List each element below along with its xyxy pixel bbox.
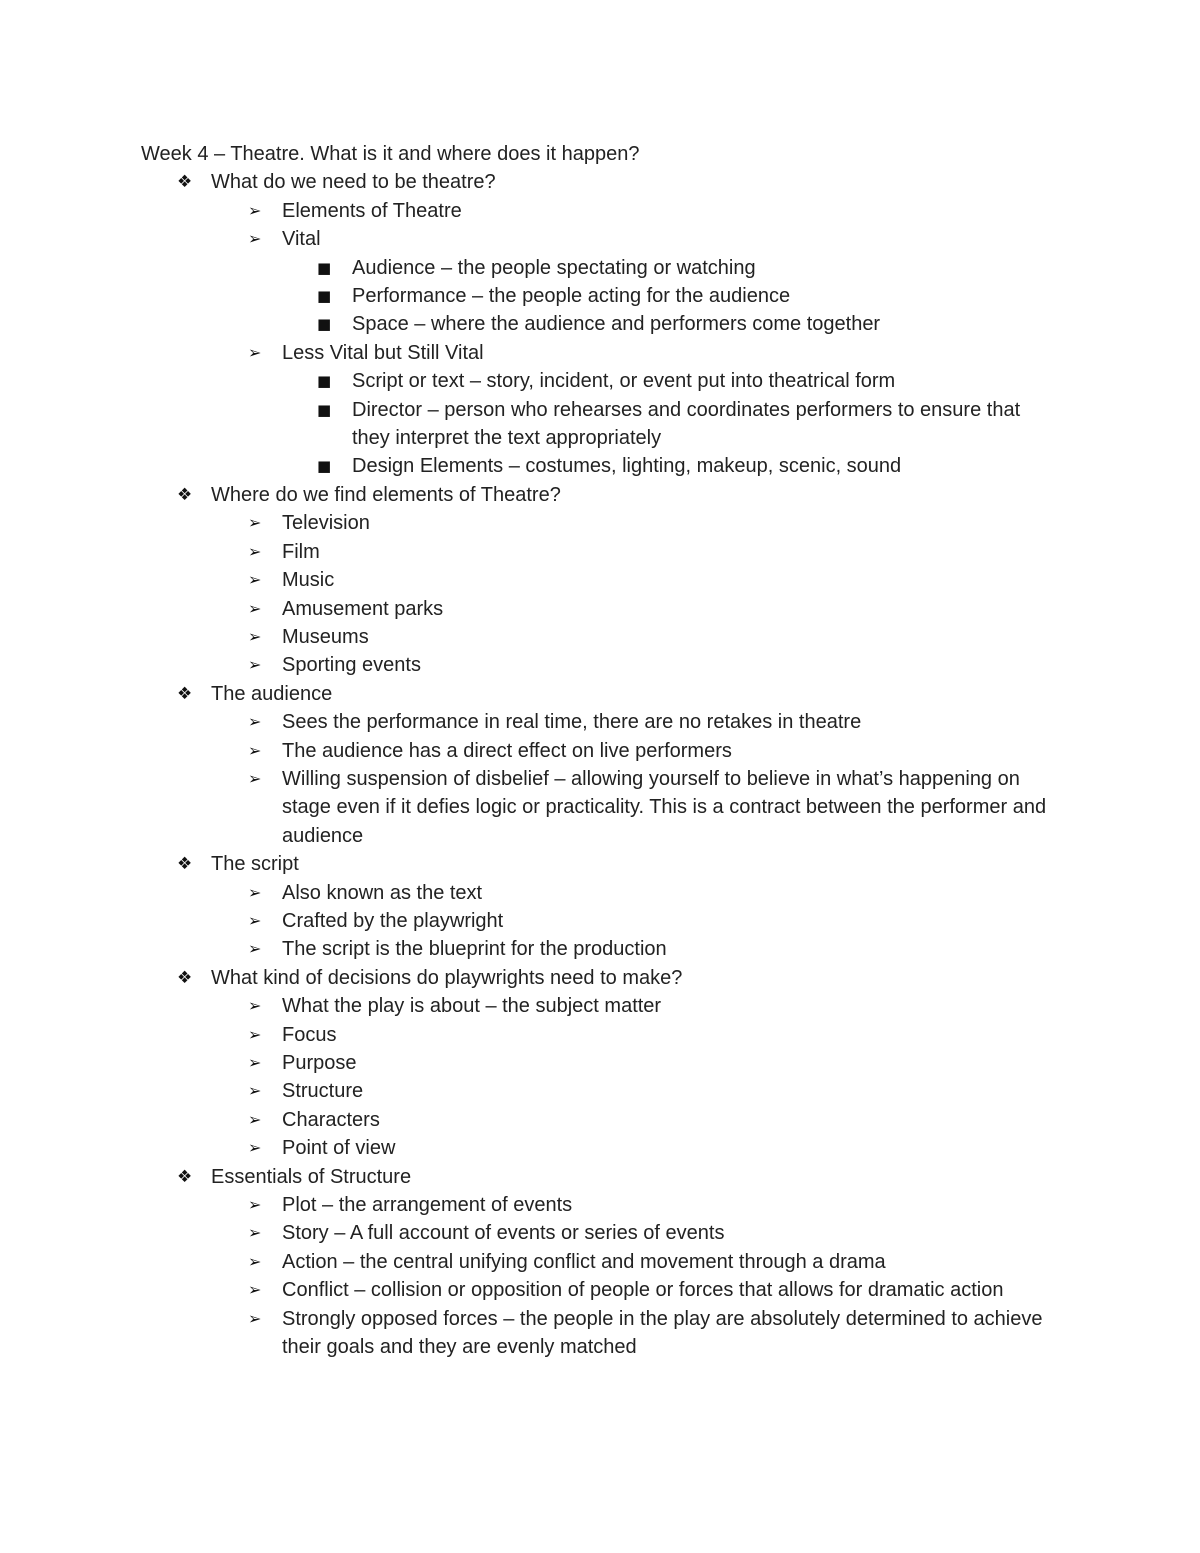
list-item-text: Point of view <box>282 1137 396 1160</box>
arrow-bullet-icon: ➢ <box>248 882 262 902</box>
list-item-text: Conflict – collision or opposition of people or forces that allows for dramatic action <box>282 1279 1004 1302</box>
list-item-text: What do we need to be theatre? <box>211 171 496 194</box>
list-item-level-1 <box>141 964 1061 992</box>
list-item-text: Audience – the people spectating or watching <box>352 256 756 279</box>
diamond-bullet-icon: ❖ <box>177 172 193 193</box>
arrow-bullet-icon: ➢ <box>248 229 262 249</box>
list-item-text: Strongly opposed forces – the people in the play are absolutely determined to achieve their goals and they are evenly matched <box>282 1307 1043 1359</box>
arrow-bullet-icon: ➢ <box>248 1223 262 1243</box>
list-item-text: The audience <box>211 682 333 705</box>
sublist <box>141 509 1061 537</box>
list-item-text: Structure <box>282 1080 364 1103</box>
list-item-level-2 <box>141 595 1061 623</box>
list-item-level-2 <box>141 879 1061 907</box>
sublist <box>141 1276 1061 1304</box>
arrow-bullet-icon: ➢ <box>248 1081 262 1101</box>
list-item-level-1 <box>141 481 1061 509</box>
diamond-bullet-icon: ❖ <box>177 683 193 704</box>
sublist <box>141 651 1061 679</box>
arrow-bullet-icon: ➢ <box>248 996 262 1016</box>
list-item-level-3 <box>141 310 1061 338</box>
arrow-bullet-icon: ➢ <box>248 910 262 930</box>
list-item-level-3 <box>141 254 1061 282</box>
sublist <box>141 708 1061 736</box>
list-item-level-1 <box>141 168 1061 196</box>
arrow-bullet-icon: ➢ <box>248 1024 262 1044</box>
list-item-level-2 <box>141 1021 1061 1049</box>
arrow-bullet-icon: ➢ <box>248 513 262 533</box>
list-item-text: Action – the central unifying conflict and movement through a drama <box>282 1250 886 1273</box>
sublist <box>141 765 1061 850</box>
sublist <box>141 1219 1061 1247</box>
diamond-bullet-icon: ❖ <box>177 967 193 988</box>
sublist <box>141 1049 1061 1077</box>
list-item-text: Sees the performance in real time, there are no retakes in theatre <box>282 711 862 734</box>
square-bullet-icon: ■ <box>317 315 332 334</box>
list-item-level-2 <box>141 992 1061 1020</box>
arrow-bullet-icon: ➢ <box>248 768 262 788</box>
list-item-text: Elements of Theatre <box>282 199 462 222</box>
list-item-text: Purpose <box>282 1052 357 1074</box>
list-item-level-2 <box>141 1134 1061 1162</box>
list-item-text: Performance – the people acting for the audience <box>352 285 791 308</box>
sublist <box>141 452 1061 480</box>
sublist <box>141 310 1061 338</box>
list-item-text: Where do we find elements of Theatre? <box>211 483 561 506</box>
list-item-text: Space – where the audience and performers come together <box>352 313 881 336</box>
arrow-bullet-icon: ➢ <box>248 1251 262 1271</box>
square-bullet-icon: ■ <box>317 287 332 306</box>
sublist <box>141 538 1061 566</box>
diamond-bullet-icon: ❖ <box>177 854 193 875</box>
sublist <box>141 396 1061 453</box>
outline-list <box>141 168 1061 1361</box>
arrow-bullet-icon: ➢ <box>248 1053 262 1072</box>
list-item-text: The script is the blueprint for the production <box>282 938 667 961</box>
list-item-text: Essentials of Structure <box>211 1165 412 1188</box>
list-item-text: Museums <box>282 625 369 648</box>
list-item-text: Television <box>282 512 370 535</box>
list-item-level-1 <box>141 1163 1061 1191</box>
list-item-level-3 <box>141 282 1061 310</box>
arrow-bullet-icon: ➢ <box>248 939 262 959</box>
list-item-level-1 <box>141 680 1061 708</box>
sublist <box>141 1305 1061 1362</box>
square-bullet-icon: ■ <box>317 258 332 277</box>
list-item-text: Less Vital but Still Vital <box>282 341 484 364</box>
list-item-level-2 <box>141 197 1061 225</box>
arrow-bullet-icon: ➢ <box>248 712 262 732</box>
list-item-text: Film <box>282 540 320 563</box>
list-item-text: Design Elements – costumes, lighting, makeup, scenic, sound <box>352 455 902 478</box>
arrow-bullet-icon: ➢ <box>248 655 262 675</box>
sublist <box>141 595 1061 623</box>
page-title: Week 4 – Theatre. What is it and where does it happen? <box>141 143 640 165</box>
sublist <box>141 1134 1061 1162</box>
list-item-level-2 <box>141 765 1061 850</box>
square-bullet-icon: ■ <box>317 400 332 419</box>
list-item-text: Script or text – story, incident, or event put into theatrical form <box>352 370 896 393</box>
sublist <box>141 623 1061 651</box>
sublist <box>141 254 1061 282</box>
document-body <box>141 140 1061 1361</box>
list-item-level-2 <box>141 1248 1061 1276</box>
list-item-level-2 <box>141 509 1061 537</box>
square-bullet-icon: ■ <box>317 372 332 391</box>
list-item-level-3 <box>141 367 1061 395</box>
list-item-text: Director – person who rehearses and coordinates performers to ensure that they interpret the text appropriately <box>352 398 1021 450</box>
sublist <box>141 992 1061 1020</box>
arrow-bullet-icon: ➢ <box>248 1109 262 1129</box>
arrow-bullet-icon: ➢ <box>248 1308 262 1328</box>
arrow-bullet-icon: ➢ <box>248 598 262 618</box>
list-item-text: Amusement parks <box>282 597 444 620</box>
list-item-text: Crafted by the playwright <box>282 909 504 932</box>
sublist <box>141 566 1061 594</box>
square-bullet-icon: ■ <box>317 457 332 476</box>
list-item-level-2 <box>141 623 1061 651</box>
sublist <box>141 737 1061 765</box>
sublist <box>141 907 1061 935</box>
arrow-bullet-icon: ➢ <box>248 1195 262 1215</box>
list-item-level-2 <box>141 1077 1061 1105</box>
list-item-level-2 <box>141 1276 1061 1304</box>
list-item-level-2 <box>141 1191 1061 1219</box>
list-item-level-2 <box>141 708 1061 736</box>
sublist <box>141 1077 1061 1105</box>
sublist <box>141 1106 1061 1134</box>
list-item-level-2 <box>141 1305 1061 1362</box>
list-item-level-2 <box>141 225 1061 253</box>
diamond-bullet-icon: ❖ <box>177 1166 193 1187</box>
sublist <box>141 1021 1061 1049</box>
list-item-text: Willing suspension of disbelief – allowing yourself to believe in what’s happening on stage even if it defies logic or practicality. This is a contract between the performer and audience <box>282 767 1047 847</box>
sublist <box>141 879 1061 907</box>
arrow-bullet-icon: ➢ <box>248 1138 262 1158</box>
arrow-bullet-icon: ➢ <box>248 1280 262 1300</box>
list-item-text: Characters <box>282 1108 380 1131</box>
list-item-level-2 <box>141 339 1061 367</box>
sublist <box>141 225 1061 253</box>
arrow-bullet-icon: ➢ <box>248 570 262 590</box>
list-item-text: Vital <box>282 228 321 251</box>
sublist <box>141 282 1061 310</box>
list-item-level-2 <box>141 737 1061 765</box>
list-item-text: What kind of decisions do playwrights need to make? <box>211 966 683 989</box>
list-item-level-2 <box>141 1049 1061 1077</box>
list-item-level-2 <box>141 935 1061 963</box>
list-item-level-2 <box>141 907 1061 935</box>
sublist <box>141 339 1061 367</box>
list-item-text: Story – A full account of events or series of events <box>282 1222 725 1245</box>
list-item-level-2 <box>141 1219 1061 1247</box>
arrow-bullet-icon: ➢ <box>248 200 262 220</box>
list-item-level-3 <box>141 396 1061 453</box>
sublist <box>141 1191 1061 1219</box>
arrow-bullet-icon: ➢ <box>248 541 262 561</box>
list-item-level-2 <box>141 651 1061 679</box>
sublist <box>141 1248 1061 1276</box>
sublist <box>141 197 1061 225</box>
list-item-text: Plot – the arrangement of events <box>282 1194 573 1217</box>
list-item-text: The script <box>211 853 299 876</box>
arrow-bullet-icon: ➢ <box>248 342 262 362</box>
sublist <box>141 367 1061 395</box>
list-item-level-2 <box>141 538 1061 566</box>
arrow-bullet-icon: ➢ <box>248 626 262 646</box>
list-item-text: Sporting events <box>282 654 421 677</box>
list-item-text: The audience has a direct effect on live performers <box>282 739 732 762</box>
list-item-text: Music <box>282 569 335 592</box>
diamond-bullet-icon: ❖ <box>177 484 193 505</box>
arrow-bullet-icon: ➢ <box>248 740 262 760</box>
list-item-level-3 <box>141 452 1061 480</box>
list-item-level-2 <box>141 566 1061 594</box>
list-item-level-2 <box>141 1106 1061 1134</box>
list-item-text: Focus <box>282 1023 337 1046</box>
list-item-level-1 <box>141 850 1061 878</box>
list-item-text: What the play is about – the subject matter <box>282 995 662 1018</box>
list-item-text: Also known as the text <box>282 881 483 904</box>
sublist <box>141 935 1061 963</box>
